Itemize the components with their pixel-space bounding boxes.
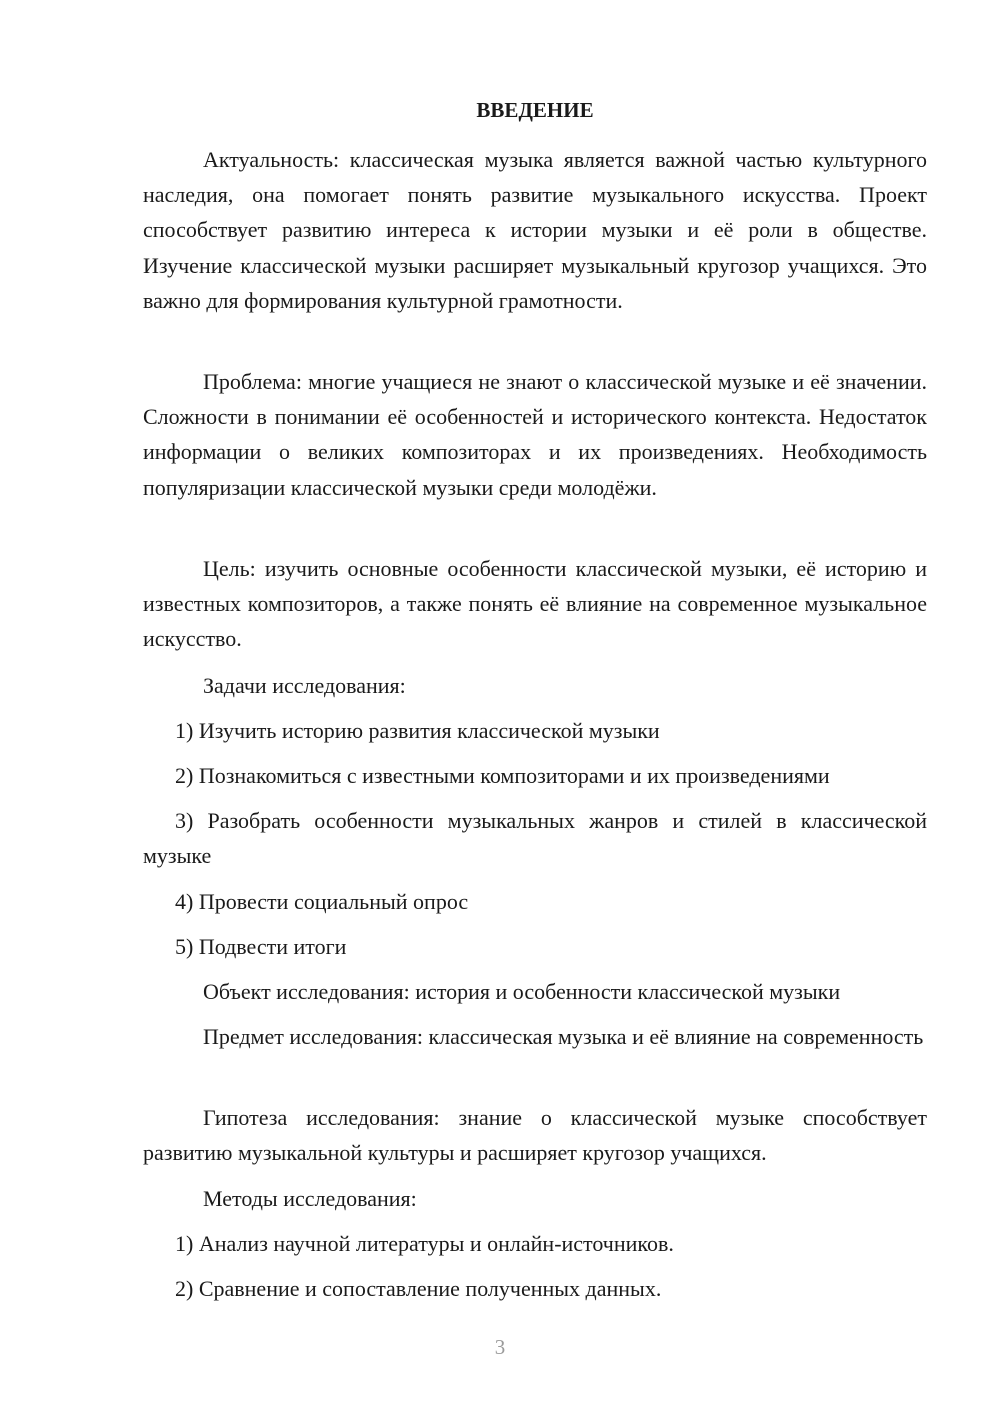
paragraph-methods-heading: Методы исследования:: [203, 1186, 417, 1211]
list-item-task-3: 3) Разобрать особенности музыкальных жанров и стилей в классической музыке: [143, 808, 927, 869]
paragraph-goal: Цель: изучить основные особенности классической музыки, её историю и известных композиторов, а также понять её влияние на современное музыкальное искусство.: [143, 556, 927, 652]
paragraph-tasks-heading: Задачи исследования:: [203, 673, 406, 698]
list-item-method-1: 1) Анализ научной литературы и онлайн-источников.: [175, 1231, 674, 1256]
list-item-method-2: 2) Сравнение и сопоставление полученных данных.: [175, 1276, 662, 1301]
list-item-task-5: 5) Подвести итоги: [175, 934, 347, 959]
page-title: ВВЕДЕНИЕ: [476, 98, 594, 122]
list-item-task-4: 4) Провести социальный опрос: [175, 889, 469, 914]
list-item-task-1: 1) Изучить историю развития классической музыки: [175, 718, 660, 743]
paragraph-subject: Предмет исследования: классическая музыка и её влияние на современность: [203, 1024, 924, 1049]
list-item-task-2: 2) Познакомиться с известными композиторами и их произведениями: [175, 763, 830, 788]
paragraph-relevance: Актуальность: классическая музыка является важной частью культурного наследия, она помогает понять развитие музыкального искусства. Проект способствует развитию интереса к истории музыки и её роли в обществе. Изучение классической музыки расширяет музыкальный кругозор учащихся. Это важно для формирования культурной грамотности.: [143, 147, 927, 313]
paragraph-problem: Проблема: многие учащиеся не знают о классической музыке и её значении. Сложности в понимании её особенностей и исторического контекста. Недостаток информации о великих композиторах и их произведениях. Необходимость популяризации классической музыки среди молодёжи.: [143, 369, 927, 500]
paragraph-object: Объект исследования: история и особенности классической музыки: [203, 979, 841, 1004]
page-number: 3: [494, 1335, 506, 1359]
paragraph-hypothesis: Гипотеза исследования: знание о классической музыке способствует развитию музыкальной культуры и расширяет кругозор учащихся.: [143, 1105, 927, 1166]
